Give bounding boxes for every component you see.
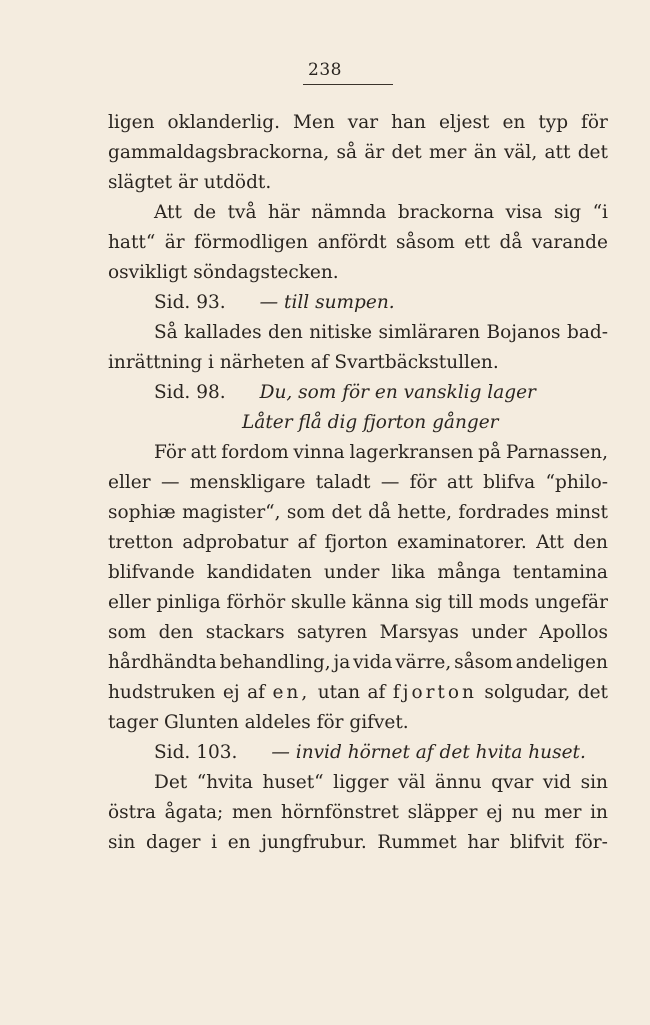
word: sophiæ [108,502,176,523]
text-line [108,708,608,738]
word: solgudar, [484,682,571,703]
word: såsom [454,652,513,673]
word: Men [292,112,335,133]
word: sig [414,592,443,613]
word: han [391,112,426,133]
word: den [268,322,303,343]
text-line [108,648,608,678]
word: förmodligen [194,232,309,253]
word: men [231,802,273,823]
word: taladt [315,472,371,493]
word: värre, [395,652,452,673]
word: in [590,802,608,823]
word: för [581,112,608,133]
word: hette, [397,502,452,523]
word: vinna [293,442,345,463]
word: nämnda [311,202,387,223]
word: af [367,682,386,703]
word: ännu [434,772,482,793]
word: af [247,682,265,703]
word: ågata; [164,802,224,823]
word: eljest [438,112,490,133]
word: osvikligt söndagstecken. [108,262,339,283]
word: är [364,142,385,163]
word: östra [108,802,156,823]
word: menskligare [189,472,306,493]
word: att [190,442,217,463]
quoted-lyric: — invid hörnet af det hvita huset. [271,742,586,763]
text-line [108,168,608,198]
word: Bojanos [486,322,561,343]
word: är [164,232,185,253]
word: typ [538,112,569,133]
word: Så [154,322,178,343]
word: två [227,202,257,223]
body-text [108,108,608,858]
text-line [108,438,608,468]
word: blifvande [108,562,195,583]
word: på [478,442,502,463]
word: Parnassen, [505,442,608,463]
word: Apollos [539,622,608,643]
word: magister“, [182,502,281,523]
word: pinliga [156,592,221,613]
word: dager [145,832,201,853]
word: vida [353,652,393,673]
page-reference: Sid. 93. [154,292,226,313]
word: ej [222,682,240,703]
word: “philo- [545,472,608,493]
text-line [108,588,608,618]
word: än [473,142,497,163]
text-line [108,498,608,528]
text-line [108,618,608,648]
word: att [544,142,571,163]
reference-line [108,738,608,768]
word: “hvita [196,772,253,793]
word: behandling, [219,652,331,673]
word: mer [429,142,467,163]
word: känna [352,592,410,613]
word: det [331,502,362,523]
text-line [108,228,608,258]
word: kallades [184,322,262,343]
word: ja [333,652,351,673]
word: jungfrubur. [261,832,367,853]
text-line [108,768,608,798]
word: eller [108,472,151,493]
word: tager Glunten aldeles för gifvet. [108,712,409,733]
word: utan [317,682,360,703]
word: som [286,502,326,523]
text-line [108,318,608,348]
word: nu [511,802,536,823]
word: till [447,592,474,613]
word: minst [555,502,608,523]
text-line [108,798,608,828]
word: ligen [108,112,155,133]
word: ett [464,232,491,253]
text-line [108,108,608,138]
word: lika [391,562,426,583]
word: brackorna [397,202,495,223]
word: andeligen [515,652,608,673]
verse-line [108,408,608,438]
word: mer [544,802,582,823]
word: många [437,562,501,583]
word: hörnfönstret [281,802,399,823]
word: inrättning i närheten af Svartbäckstullen. [108,352,499,373]
word: för [409,472,437,493]
text-line [108,528,608,558]
word: huset“ [262,772,324,793]
word: en [502,112,526,133]
word: förhör [226,592,286,613]
quoted-lyric: — till sumpen. [259,292,395,313]
text-line [108,348,608,378]
word: den [158,622,194,643]
word: bad- [567,322,608,343]
word: Marsyas [379,622,459,643]
word: satyren [297,622,368,643]
word: för- [574,832,608,853]
word: väl [397,772,426,793]
word: den [573,532,608,553]
word: hatt“ [108,232,156,253]
word: eller [108,592,151,613]
word: anfördt [317,232,387,253]
word: fjorton [324,532,388,553]
word: hårdhändta [108,652,217,673]
emphasized-word: fjorton [392,682,477,703]
word: För [154,442,186,463]
word: adprobatur [182,532,289,553]
word: simläraren [378,322,481,343]
word: vid [542,772,572,793]
word: lagerkransen [349,442,474,463]
word: som [108,622,147,643]
word: kandidaten [206,562,312,583]
word: tentamina [512,562,608,583]
word: sig [553,202,582,223]
word: slägtet är utdödt. [108,172,272,193]
word: varande [531,232,608,253]
word: nitiske [309,322,373,343]
word: så [336,142,358,163]
quoted-lyric: Låter flå dig fjorton gånger [242,412,499,433]
word: examinatorer. [396,532,527,553]
word: släpper [407,802,478,823]
text-line [108,468,608,498]
word: har [467,832,500,853]
word: af [297,532,316,553]
reference-line [108,288,608,318]
word: stackars [205,622,285,643]
word: då [499,232,523,253]
word: ungefär [534,592,608,613]
word: — [160,472,180,493]
text-line [108,198,608,228]
word: Att [536,532,564,553]
word: då [368,502,392,523]
word: det [577,142,608,163]
text-line [108,558,608,588]
word: att [446,472,473,493]
word: ej [486,802,503,823]
reference-line [108,378,608,408]
word: här [267,202,300,223]
page-reference: Sid. 98. [154,382,226,403]
word: fordom [221,442,289,463]
text-line [108,138,608,168]
word: i [211,832,218,853]
page-reference: Sid. 103. [154,742,238,763]
word: Det [154,772,188,793]
word: visa [505,202,543,223]
word: såsom [396,232,455,253]
word: det [577,682,608,703]
word: fordrades [458,502,550,523]
word: det [391,142,422,163]
word: qvar [491,772,534,793]
word: under [323,562,380,583]
word: ligger [333,772,389,793]
word: — [380,472,400,493]
word: var [347,112,379,133]
text-line [108,828,608,858]
word: de [193,202,217,223]
word: “i [592,202,608,223]
emphasized-word: en, [272,682,311,703]
word: blifva [483,472,536,493]
text-line [108,258,608,288]
word: väl, [503,142,538,163]
word: gammaldagsbrackorna, [108,142,330,163]
quoted-lyric: Du, som för en vansklig lager [259,382,536,403]
word: mods [478,592,529,613]
page-number-rule [303,84,393,85]
word: en [227,832,251,853]
word: Att [154,202,182,223]
word: Rummet [377,832,457,853]
page-number: 238 [308,60,342,80]
word: sin [580,772,608,793]
word: blifvit [509,832,565,853]
word: under [471,622,527,643]
word: skulle [290,592,347,613]
word: tretton [108,532,174,553]
word: oklanderlig. [167,112,280,133]
word: hudstruken [108,682,216,703]
text-line [108,678,608,708]
word: sin [108,832,136,853]
